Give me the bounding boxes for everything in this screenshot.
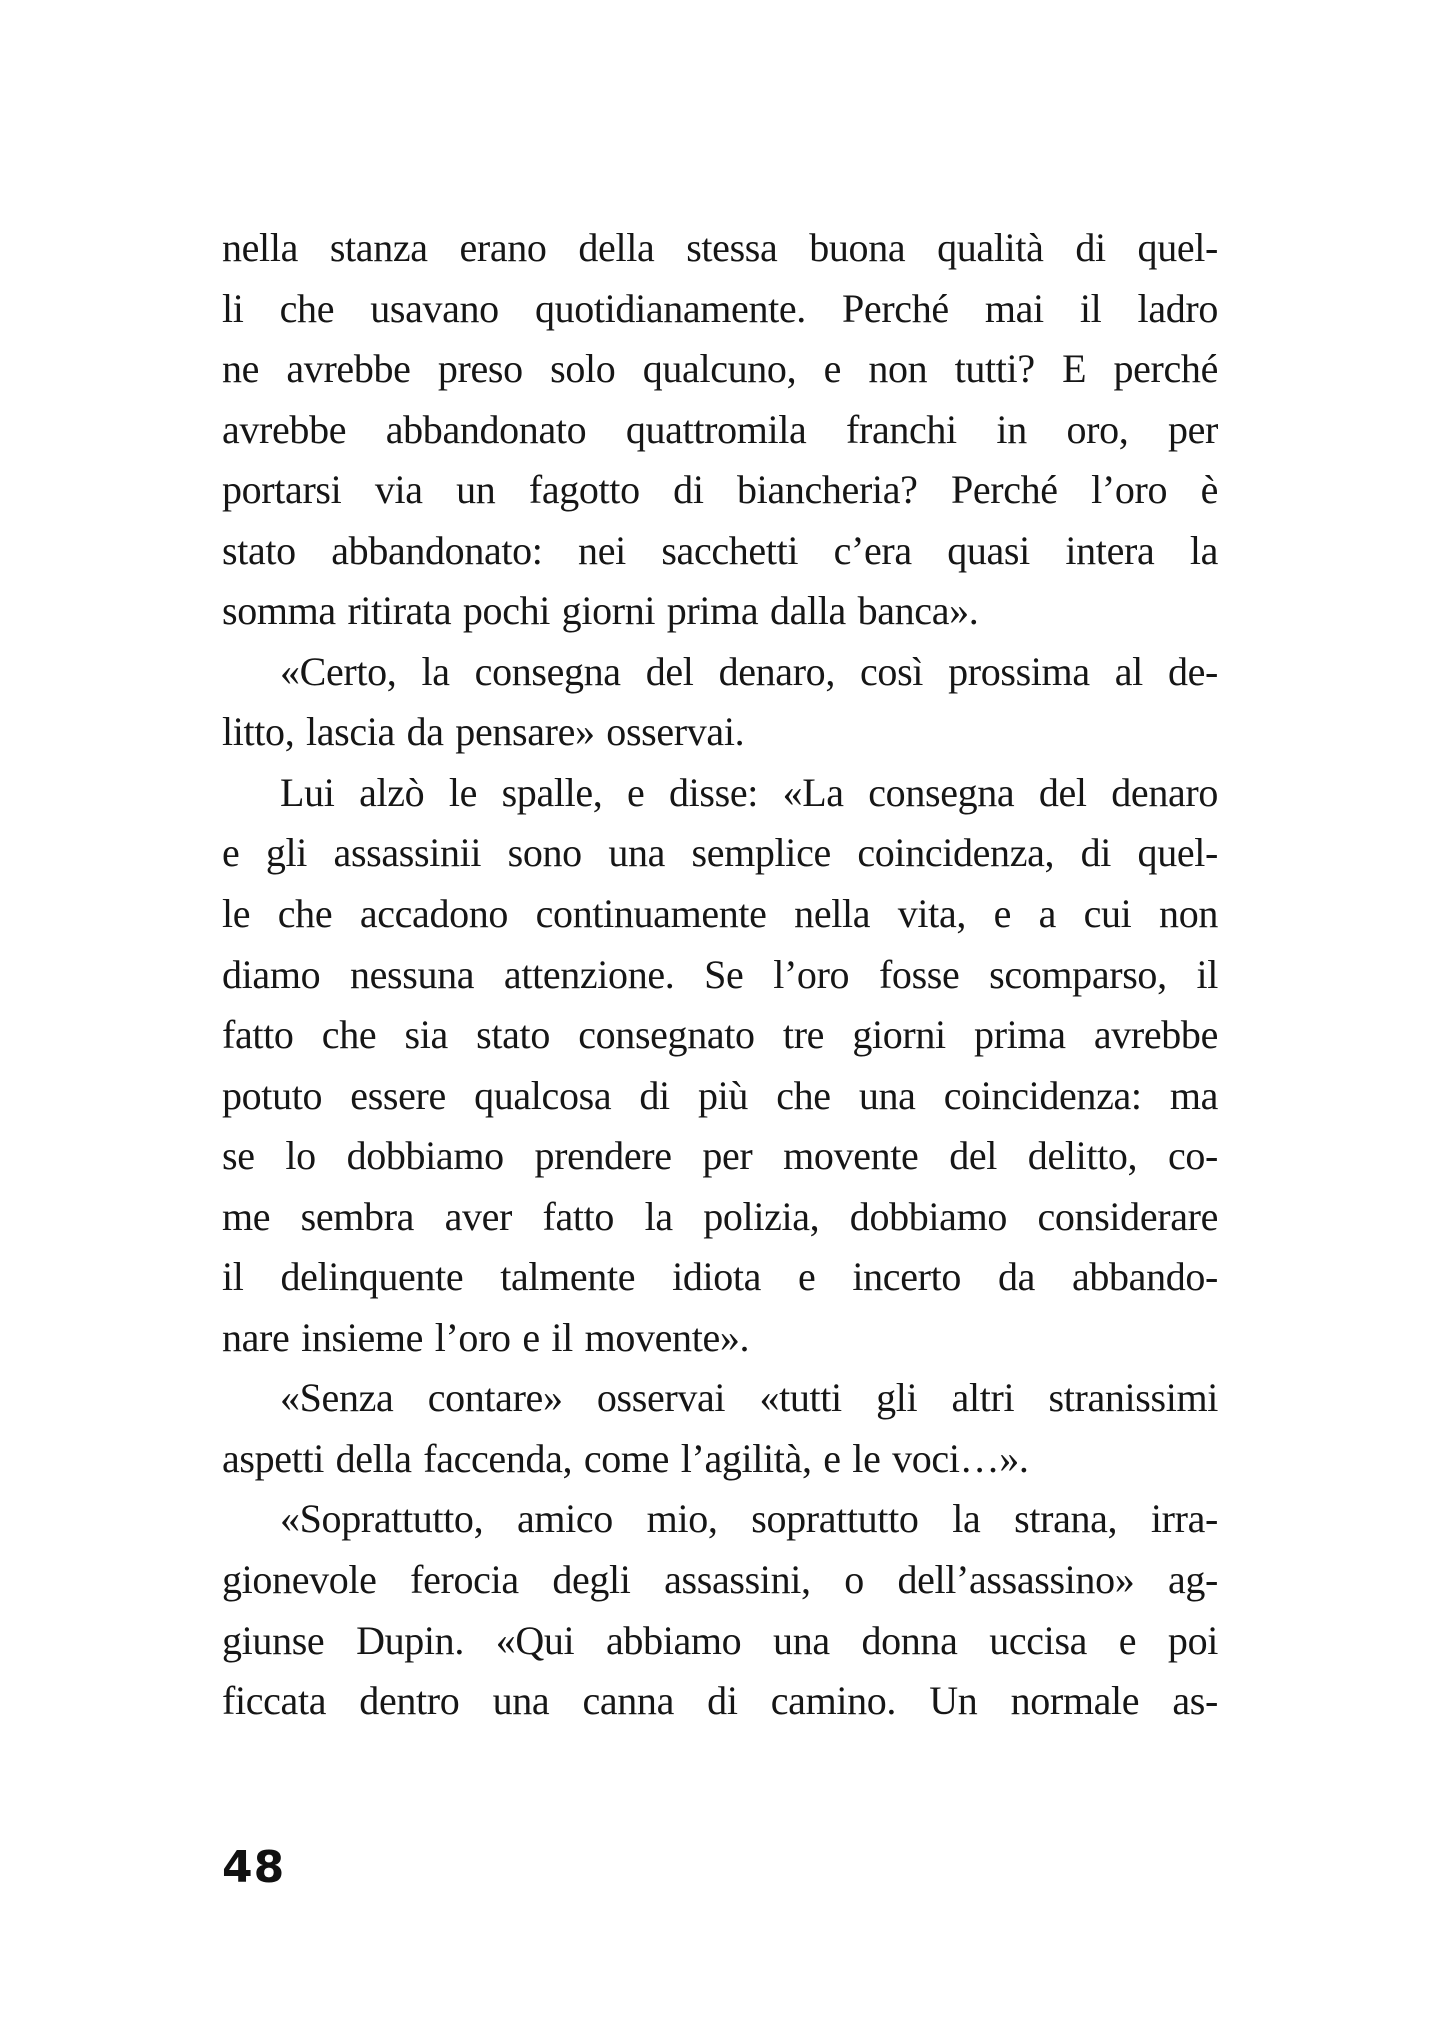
page-number: 48 xyxy=(222,1842,286,1893)
text-line: se lo dobbiamo prendere per movente del delitto, co- xyxy=(222,1133,1218,1179)
text-line: il delinquente talmente idiota e incerto da abbando- xyxy=(222,1254,1218,1300)
text-line: nella stanza erano della stessa buona qualità di quel- xyxy=(222,225,1218,270)
text-line: stato abbandonato: nei sacchetti c’era quasi intera la xyxy=(222,527,1218,573)
text-line: nare insieme l’oro e il movente». xyxy=(222,1314,750,1360)
text-line: fatto che sia stato consegnato tre giorni prima avrebbe xyxy=(222,1012,1218,1058)
text-line: «Senza contare» osservai «tutti gli altri stranissimi xyxy=(280,1375,1218,1421)
text-line: e gli assassinii sono una semplice coincidenza, di quel- xyxy=(222,830,1218,876)
text-line: avrebbe abbandonato quattromila franchi in oro, per xyxy=(222,406,1218,452)
text-line: le che accadono continuamente nella vita, e a cui non xyxy=(222,891,1218,937)
text-line: Lui alzò le spalle, e disse: «La consegna del denaro xyxy=(280,769,1218,815)
text-line: somma ritirata pochi giorni prima dalla banca». xyxy=(222,588,979,634)
text-line: litto, lascia da pensare» osservai. xyxy=(222,709,745,755)
text-line: li che usavano quotidianamente. Perché mai il ladro xyxy=(222,285,1218,331)
text-line: ficcata dentro una canna di camino. Un normale as- xyxy=(222,1678,1218,1724)
text-line: «Certo, la consegna del denaro, così prossima al de- xyxy=(280,648,1218,694)
text-line: portarsi via un fagotto di biancheria? Perché l’oro è xyxy=(222,467,1218,513)
text-line: me sembra aver fatto la polizia, dobbiamo considerare xyxy=(222,1193,1218,1239)
text-line: «Soprattutto, amico mio, soprattutto la strana, irra- xyxy=(280,1496,1218,1542)
text-line: potuto essere qualcosa di più che una coincidenza: ma xyxy=(222,1072,1218,1118)
text-line: ne avrebbe preso solo qualcuno, e non tutti? E perché xyxy=(222,346,1218,392)
text-line: gionevole ferocia degli assassini, o dell’assassino» ag- xyxy=(222,1557,1218,1603)
text-line: giunse Dupin. «Qui abbiamo una donna uccisa e poi xyxy=(222,1617,1218,1663)
text-block xyxy=(222,218,1218,1732)
text-line: diamo nessuna attenzione. Se l’oro fosse scomparso, il xyxy=(222,951,1218,997)
text-line: aspetti della faccenda, come l’agilità, e le voci…». xyxy=(222,1435,1029,1481)
